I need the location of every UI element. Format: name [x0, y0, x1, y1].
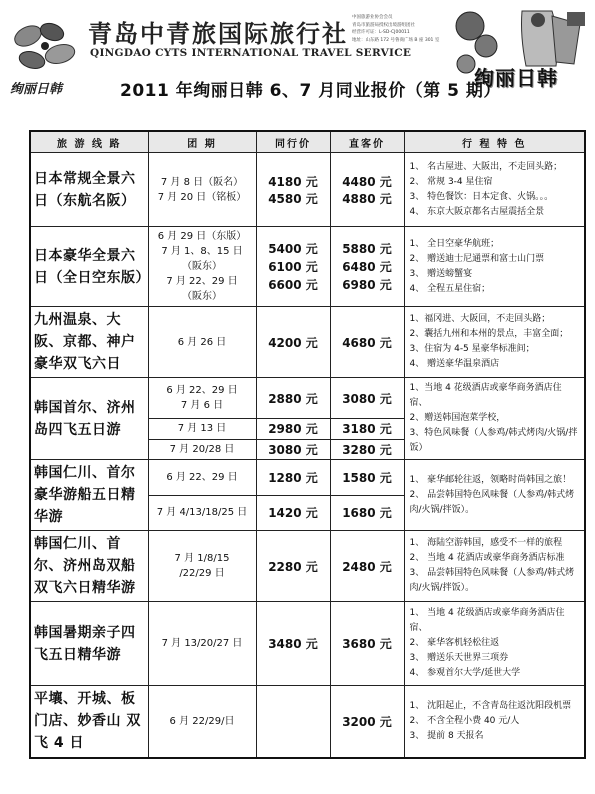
- price-table: [29, 130, 586, 759]
- feature-item: 1、 全日空豪华航班；: [409, 238, 500, 249]
- feature-item: 4、 东京大阪京都名古屋震括全景: [409, 206, 545, 217]
- feature-item: 1、福冈进、大阪回，不走回头路；: [409, 314, 551, 324]
- date-line: 7 月 20 日（铭板）: [157, 191, 247, 203]
- date-line: 7 月 1、8、15 日: [161, 246, 243, 257]
- date-line: /22/29 日: [179, 568, 225, 579]
- header: [0, 0, 595, 120]
- header-features: 行 程 特 色: [404, 131, 585, 153]
- feature-item: 3、 赠送乐天世界三项券: [409, 653, 509, 663]
- contact-line: 青岛市旅游局授权出境游组团社: [352, 22, 415, 28]
- feature-item: 3、特色风味餐（人参鸡/韩式烤肉/火锅/拌饭）: [409, 428, 578, 453]
- header-route: 旅 游 线 路: [30, 131, 148, 153]
- route-name: 平壤、开城、板门店、妙香山 双飞 4 日: [30, 686, 148, 758]
- route-name: 韩国暑期亲子四飞五日精华游: [30, 602, 148, 686]
- feature-item: 2、赠送韩国泡菜学校，: [409, 413, 506, 423]
- tour-dates: 6 月 22/29/日: [148, 686, 256, 758]
- table-row: [30, 307, 585, 378]
- tour-dates: [148, 153, 256, 227]
- feature-item: 3、住宿为 4-5 星豪华标准间；: [409, 344, 535, 354]
- header-peer-price: 同行价: [256, 131, 330, 153]
- logo-script-text: 绚丽日韩: [10, 82, 63, 97]
- route-name: 韩国首尔、济州岛四飞五日游: [30, 378, 148, 460]
- direct-price: 3180 元: [330, 419, 404, 440]
- price-line: 6480 元: [342, 259, 392, 274]
- feature-item: 1、 沈阳起止，不含青岛往返沈阳段机票: [409, 700, 572, 711]
- peer-price: 4200 元: [256, 307, 330, 378]
- date-line: 7 月 22、29 日: [166, 276, 238, 287]
- route-features: [404, 378, 585, 460]
- feature-item: 4、 赠送豪华温泉酒店: [409, 359, 500, 369]
- contact-info: [352, 14, 452, 44]
- feature-item: 2、囊括九州和本州的景点，丰富全面；: [409, 329, 569, 339]
- tour-dates: 7 月 13/20/27 日: [148, 602, 256, 686]
- table-row: [30, 378, 585, 419]
- route-features: [404, 227, 585, 307]
- route-features: [404, 460, 585, 531]
- route-features: [404, 686, 585, 758]
- company-name-cn: 青岛中青旅国际旅行社: [88, 20, 348, 48]
- feature-item: 1、 名古屋进、大阪出，不走回头路；: [409, 161, 563, 172]
- feature-item: 2、 豪华客机轻松往返: [409, 638, 500, 648]
- feature-item: 2、 当地 4 花酒店或豪华商务酒店标准: [409, 553, 565, 563]
- peer-price: 3080 元: [256, 439, 330, 460]
- peer-price: 2280 元: [256, 531, 330, 602]
- tour-dates: [148, 378, 256, 419]
- route-features: [404, 307, 585, 378]
- date-line: 7 月 6 日: [180, 400, 224, 411]
- price-line: 5880 元: [342, 241, 392, 256]
- contact-line: 经营许可证：L-SD-CJ00011: [352, 30, 410, 35]
- tour-dates: 7 月 20/28 日: [148, 439, 256, 460]
- feature-item: 1、 当地 4 花级酒店或豪华商务酒店住宿、: [409, 608, 565, 633]
- tour-dates: [148, 227, 256, 307]
- table-row: [30, 153, 585, 227]
- peer-price: 2880 元: [256, 378, 330, 419]
- contact-line: 中国旅游业协会会员: [352, 15, 393, 20]
- direct-price: 4680 元: [330, 307, 404, 378]
- date-line: 6 月 22、29 日: [166, 385, 238, 396]
- price-table-container: [29, 130, 584, 785]
- route-name: 日本常规全景六日（东航名阪）: [30, 153, 148, 227]
- direct-price: 3680 元: [330, 602, 404, 686]
- peer-price: [256, 153, 330, 227]
- route-name: 九州温泉、大阪、京都、神户豪华双飞六日: [30, 307, 148, 378]
- peer-price: 1420 元: [256, 495, 330, 531]
- feature-item: 1、当地 4 花级酒店或豪华商务酒店住宿、: [409, 383, 562, 408]
- peer-price: 3480 元: [256, 602, 330, 686]
- feature-item: 4、 参观首尔大学/延世大学: [409, 668, 521, 678]
- direct-price: 1680 元: [330, 495, 404, 531]
- feature-item: 4、 全程五星住宿；: [409, 283, 491, 294]
- route-features: [404, 153, 585, 227]
- date-line: 6 月 26 日: [177, 336, 227, 348]
- feature-item: 1、 豪华邮轮往返，领略时尚韩国之旅！: [409, 474, 572, 485]
- tour-dates: [148, 307, 256, 378]
- price-line: 6980 元: [342, 277, 392, 292]
- date-line: （阪东）: [182, 291, 222, 302]
- route-features: [404, 602, 585, 686]
- table-row: [30, 686, 585, 758]
- direct-price: [330, 153, 404, 227]
- feature-item: 1、 海陆空游韩国，感受不一样的旅程: [409, 538, 563, 548]
- price-line: 6100 元: [268, 259, 318, 274]
- direct-price: 2480 元: [330, 531, 404, 602]
- route-features: [404, 531, 585, 602]
- peer-price: [256, 686, 330, 758]
- feature-item: 2、 不含全程小费 40 元/人: [409, 715, 520, 726]
- feature-item: 3、 品尝韩国特色风味餐（人参鸡/韩式烤肉/火锅/拌饭）。: [409, 568, 575, 593]
- price-line: 4580 元: [268, 191, 318, 206]
- direct-price: [330, 227, 404, 307]
- price-line: 4880 元: [342, 191, 392, 206]
- peer-price: 2980 元: [256, 419, 330, 440]
- table-row: [30, 227, 585, 307]
- table-row: [30, 460, 585, 496]
- company-name-en: QINGDAO CYTS INTERNATIONAL TRAVEL SERVICE: [90, 47, 412, 59]
- route-name: 韩国仁川、首尔豪华游船五日精华游: [30, 460, 148, 531]
- brand-title: 绚丽日韩: [474, 66, 558, 90]
- feature-item: 2、 品尝韩国特色风味餐（人参鸡/韩式烤肉/火锅/拌饭）。: [409, 489, 575, 515]
- tour-dates: [148, 531, 256, 602]
- price-line: 6600 元: [268, 277, 318, 292]
- direct-price: 3080 元: [330, 378, 404, 419]
- tour-dates: 7 月 4/13/18/25 日: [148, 495, 256, 531]
- date-line: 7 月 8 日（阪名）: [160, 176, 244, 188]
- price-line: 4180 元: [268, 174, 318, 189]
- feature-item: 2、 赠送迪士尼通票和富士山门票: [409, 253, 545, 264]
- peer-price: [256, 227, 330, 307]
- peer-price: 1280 元: [256, 460, 330, 496]
- date-line: 7 月 1/8/15: [174, 553, 230, 564]
- date-line: （阪东）: [182, 261, 222, 272]
- company-logo-icon: [8, 18, 83, 76]
- direct-price: 3280 元: [330, 439, 404, 460]
- feature-item: 3、 赠送螃蟹宴: [409, 268, 473, 279]
- table-header-row: [30, 131, 585, 153]
- price-line: 4480 元: [342, 174, 392, 189]
- contact-line: 地址：山东路 172 号鲁商广场 B 座 301 室: [352, 37, 440, 43]
- tour-dates: 6 月 22、29 日: [148, 460, 256, 496]
- feature-item: 2、 常规 3-4 星住宿: [409, 176, 493, 187]
- route-name: 韩国仁川、首尔、济州岛双船双飞六日精华游: [30, 531, 148, 602]
- direct-price: 3200 元: [330, 686, 404, 758]
- feature-item: 3、 提前 8 天报名: [409, 730, 484, 741]
- header-direct-price: 直客价: [330, 131, 404, 153]
- direct-price: 1580 元: [330, 460, 404, 496]
- date-line: 6 月 29 日（东版）: [157, 231, 247, 242]
- feature-item: 3、 特色餐饮：日本定食、火锅。。。: [409, 191, 554, 202]
- route-name: 日本豪华全景六日（全日空东版）: [30, 227, 148, 307]
- table-row: [30, 602, 585, 686]
- table-row: [30, 531, 585, 602]
- price-line: 5400 元: [268, 241, 318, 256]
- page-title: 2011 年绚丽日韩 6、7 月同业报价（第 5 期）: [120, 81, 501, 101]
- header-dates: 团 期: [148, 131, 256, 153]
- tour-dates: 7 月 13 日: [148, 419, 256, 440]
